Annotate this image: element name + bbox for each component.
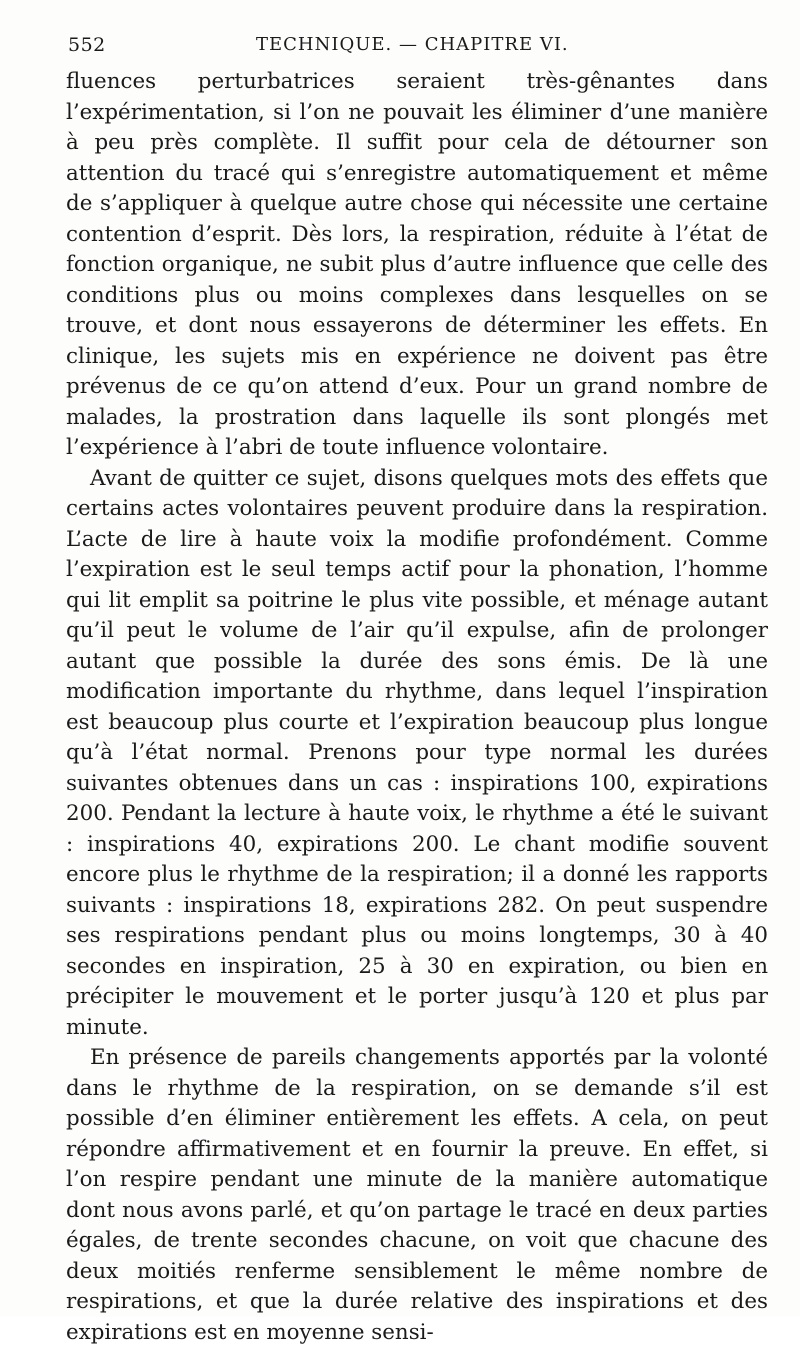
running-head: TECHNIQUE. — CHAPITRE VI. bbox=[256, 34, 569, 55]
paragraph-3: En présence de pareils changements apportés par la volonté dans le rhythme de la respiration, on se demande s’il est possible d’en éliminer entièrement les effets. A cela, on peut répondre affirmativement et en fournir la preuve. En effet, si l’on respire pendant une minute de la manière automatique dont nous avons parlé, et qu’on partage le tracé en deux parties égales, de trente secondes chacune, on voit que chacune des deux moitiés renferme sensiblement le même nombre de respirations, et que la durée relative des inspirations et des expirations est en moyenne sensi- bbox=[66, 1045, 768, 1345]
paragraph-2: Avant de quitter ce sujet, disons quelques mots des effets que certains actes volontaires peuvent produire dans la respiration. L’acte de lire à haute voix la modifie profondément. Comme l’expiration est le seul temps actif pour la phonation, l’homme qui lit emplit sa poitrine le plus vite possible, et ménage autant qu’il peut le volume de l’air qu’il expulse, afin de prolonger autant que possible la durée des sons émis. De là une modification importante du rhythme, dans lequel l’inspiration est beaucoup plus courte et l’expiration beaucoup plus longue qu’à l’état normal. Prenons pour type normal les durées suivantes obtenues dans un cas : inspirations 100, expirations 200. Pendant la lecture à haute voix, le rhythme a été le suivant : inspirations 40, expirations 200. Le chant modifie souvent encore plus le rhythme de la respiration; il a donné les rapports suivants : inspirations 18, expirations 282. On peut suspendre ses respirations pendant plus ou moins longtemps, 30 à 40 secondes en inspiration, 25 à 30 en expiration, ou bien en précipiter le mouvement et le porter jusqu’à 120 et plus par minute. bbox=[66, 465, 768, 1040]
page-number: 552 bbox=[68, 34, 106, 56]
page-header bbox=[68, 34, 768, 60]
body-text bbox=[66, 67, 768, 1348]
paragraph-1: fluences perturbatrices seraient très-gênantes dans l’expérimentation, si l’on ne pouvait les éliminer d’une manière à peu près complète. Il suffit pour cela de détourner son attention du tracé qui s’enregistre automatiquement et même de s’appliquer à quelque autre chose qui nécessite une certaine contention d’esprit. Dès lors, la respiration, réduite à l’état de fonction organique, ne subit plus d’autre influence que celle des conditions plus ou moins complexes dans lesquelles on se trouve, et dont nous essayerons de déterminer les effets. En clinique, les sujets mis en expérience ne doivent pas être prévenus de ce qu’on attend d’eux. Pour un grand nombre de malades, la prostration dans laquelle ils sont plongés met l’expérience à l’abri de toute influence volontaire. bbox=[66, 69, 768, 460]
